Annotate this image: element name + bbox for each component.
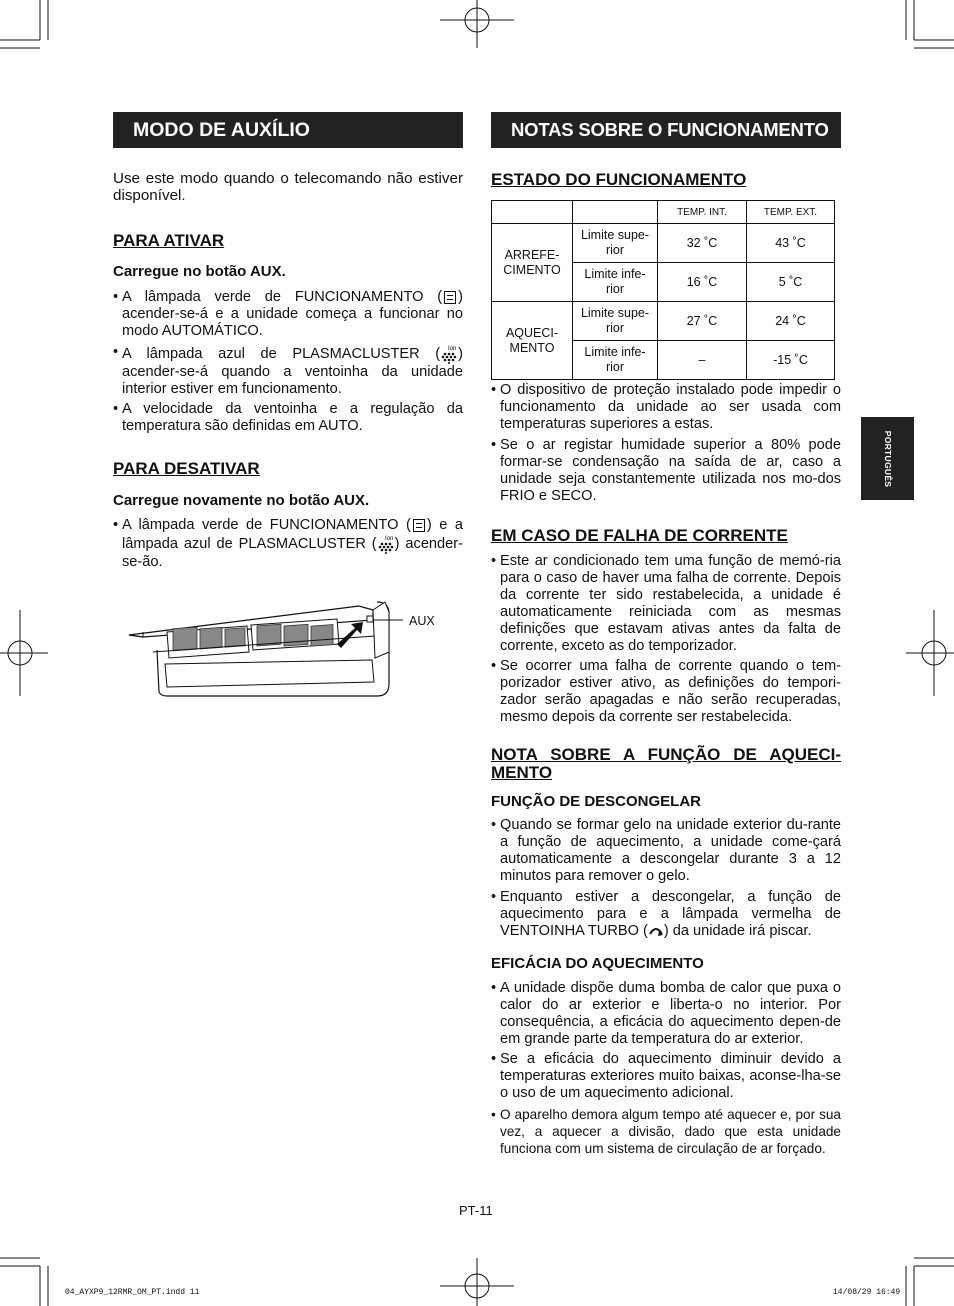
plasmacluster-icon xyxy=(440,344,458,364)
heating-efficiency-list xyxy=(491,980,841,1157)
table-corner-cell xyxy=(492,201,573,224)
aux-label: AUX xyxy=(409,614,435,628)
section-title-operation-notes: NOTAS SOBRE O FUNCIONAMENTO xyxy=(491,112,841,148)
registration-mark-right xyxy=(906,610,954,696)
list-item: • Se ocorrer uma falha de corrente quando o tem-porizador estiver ativo, as definições do tempori-zador serão apagadas e não serão recuperadas, mesmo depois da corrente ser restabelecida. xyxy=(491,658,841,726)
table-cell-indoor: 27 ˚C xyxy=(658,302,747,341)
air-conditioner-illustration xyxy=(127,592,457,712)
table-cell-outdoor: 43 ˚C xyxy=(747,224,835,263)
intro-text: Use este modo quando o telecomando não estiver disponível. xyxy=(113,170,463,204)
status-notes-list xyxy=(491,382,841,505)
subheading-activate: Carregue no botão AUX. xyxy=(113,263,286,280)
table-group-cooling: ARREFE- CIMENTO xyxy=(492,224,573,302)
footer-timestamp: 14/08/29 16:49 xyxy=(833,1288,901,1297)
heading-heating-note: NOTA SOBRE A FUNÇÃO DE AQUECI-MENTO xyxy=(491,745,841,782)
section-title-aux-mode: MODO DE AUXÍLIO xyxy=(113,112,463,148)
footer-filename: 04_AYXP9_12RMR_OM_PT.indd 11 xyxy=(65,1288,200,1297)
subheading-heating-efficiency: EFICÁCIA DO AQUECIMENTO xyxy=(491,954,704,972)
list-item: • A lâmpada verde de FUNCIONAMENTO ( ) acender-se-á e a unidade começa a funcionar no modo AUTOMÁTICO. xyxy=(113,289,463,340)
table-cell-outdoor: -15 ˚C xyxy=(747,341,835,380)
registration-mark-left xyxy=(0,610,48,696)
list-item: • A unidade dispõe duma bomba de calor que puxa o calor do ar exterior e liberta-o no interior. Por consequência, a eficácia do aquecimento depen-de em grande parte da temperatura do ar exterior. xyxy=(491,980,841,1048)
operation-lamp-icon xyxy=(444,291,456,304)
power-failure-list xyxy=(491,553,841,727)
aux-button xyxy=(367,616,373,622)
table-cell-indoor: – xyxy=(658,341,747,380)
registration-mark-top xyxy=(440,0,514,48)
list-item: • Enquanto estiver a descongelar, a função de aquecimento para e a lâmpada vermelha de VENTOINHA TURBO ( ) da unidade irá piscar. xyxy=(491,889,841,940)
table-cell-indoor: 16 ˚C xyxy=(658,263,747,302)
language-side-tab xyxy=(861,417,914,500)
heading-activate: PARA ATIVAR xyxy=(113,231,225,250)
registration-mark-bottom xyxy=(440,1258,514,1306)
deactivate-list xyxy=(113,517,463,571)
svg-text:Ion: Ion xyxy=(448,345,457,352)
turbo-fan-icon xyxy=(648,924,664,938)
subheading-defrost: FUNÇÃO DE DESCONGELAR xyxy=(491,793,702,810)
table-cell-outdoor: 24 ˚C xyxy=(747,302,835,341)
list-item: • Quando se formar gelo na unidade exterior du-rante a função de aquecimento, a unidade come-çará automaticamente a descongelar durante 3 a 12 minutos para remover o gelo. xyxy=(491,817,841,885)
operating-range-table xyxy=(491,200,835,380)
list-item: • A lâmpada verde de FUNCIONAMENTO ( ) e a lâmpada azul de PLASMACLUSTER ( Ion ) acender-se-ão. xyxy=(113,517,463,571)
table-cell-limit: Limite supe- rior xyxy=(573,302,658,341)
heading-power-failure: EM CASO DE FALHA DE CORRENTE xyxy=(491,525,788,545)
left-column xyxy=(113,112,463,575)
list-item: • O aparelho demora algum tempo até aquecer e, por sua vez, a aquecer a divisão, dado que esta unidade funciona com um sistema de circulação de ar forçado. xyxy=(491,1106,841,1157)
table-corner-cell xyxy=(573,201,658,224)
right-column xyxy=(491,112,841,1160)
page-number: PT-11 xyxy=(459,1203,493,1218)
list-item: • Este ar condicionado tem uma função de memó-ria para o caso de haver uma falha de corrente. Depois da corrente ter sido restabelecida, a unidade é automaticamente reiniciada com as mesmas definições que estavam ativas antes da falta de corrente, exceto as do temporizador. xyxy=(491,553,841,655)
table-header-outdoor: TEMP. EXT. xyxy=(747,201,835,224)
list-item: • Se a eficácia do aquecimento diminuir devido a temperaturas exteriores muito baixas, aconse-lha-se o uso de um aquecimento adicional. xyxy=(491,1051,841,1102)
table-cell-indoor: 32 ˚C xyxy=(658,224,747,263)
list-item: • O dispositivo de proteção instalado pode impedir o funcionamento da unidade ao ser usada com temperaturas superiores a estas. xyxy=(491,382,841,433)
list-item: • Se o ar registar humidade superior a 80% pode formar-se condensação na saída de ar, caso a unidade seja constantemente utilizada nos mo-dos FRIO e SECO. xyxy=(491,437,841,505)
language-label: PORTUGUÊS xyxy=(882,430,893,487)
list-item: • A lâmpada azul de PLASMACLUSTER ( Ion ) acender-se-á quando a ventoinha da unidade interior estiver em funcionamento. xyxy=(113,344,463,398)
heading-operation-status: ESTADO DO FUNCIONAMENTO xyxy=(491,170,747,189)
table-group-heating: AQUECI- MENTO xyxy=(492,302,573,380)
table-cell-limit: Limite infe- rior xyxy=(573,263,658,302)
activate-list xyxy=(113,289,463,435)
table-cell-limit: Limite infe- rior xyxy=(573,341,658,380)
table-cell-limit: Limite supe- rior xyxy=(573,224,658,263)
table-header-indoor: TEMP. INT. xyxy=(658,201,747,224)
plasmacluster-icon xyxy=(377,534,395,554)
table-cell-outdoor: 5 ˚C xyxy=(747,263,835,302)
heading-deactivate: PARA DESATIVAR xyxy=(113,459,260,478)
list-item: • A velocidade da ventoinha e a regulação da temperatura são definidas em AUTO. xyxy=(113,401,463,435)
subheading-deactivate: Carregue novamente no botão AUX. xyxy=(113,492,370,509)
operation-lamp-icon xyxy=(413,519,425,532)
svg-text:Ion: Ion xyxy=(384,536,394,542)
defrost-list xyxy=(491,817,841,940)
